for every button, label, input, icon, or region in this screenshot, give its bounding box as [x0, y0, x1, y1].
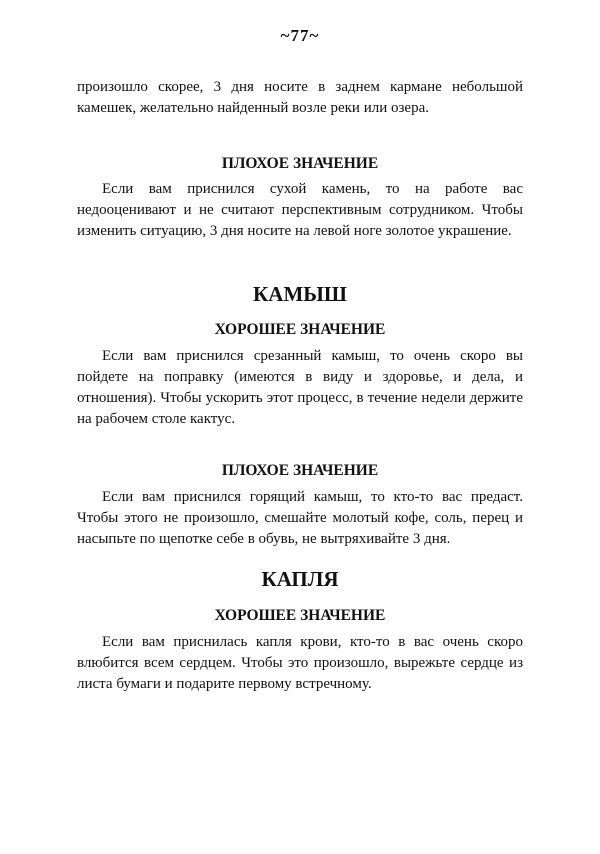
- reed-bad-heading: ПЛОХОЕ ЗНАЧЕНИЕ: [221, 462, 379, 479]
- reed-good-heading: ХОРОШЕЕ ЗНАЧЕНИЕ: [214, 321, 386, 338]
- page-number: ~77~: [280, 26, 320, 45]
- continuation-paragraph: произошло скорее, 3 дня носите в заднем кармане небольшой камешек, желательно найденный возле реки или озера.: [77, 79, 523, 116]
- reed-title: КАМЫШ: [253, 282, 347, 306]
- drop-title: КАПЛЯ: [261, 567, 339, 591]
- reed-good-paragraph: Если вам приснился срезанный камыш, то очень скоро вы пойдете на поправку (имеются в виду и здоровье, и дела, и отношения). Чтобы ускорить этот процесс, в течение недели держите на рабочем столе кактус.: [77, 348, 523, 427]
- drop-good-paragraph: Если вам приснилась капля крови, кто-то в вас очень скоро влюбится всем сердцем. Чтобы это произошло, вырежьте сердце из листа бумаги и подарите первому встречному.: [77, 634, 523, 692]
- drop-good-heading: ХОРОШЕЕ ЗНАЧЕНИЕ: [214, 607, 386, 624]
- stone-bad-paragraph: Если вам приснился сухой камень, то на работе вас недооценивают и не считают перспективным сотрудником. Чтобы изменить ситуацию, 3 дня носите на левой ноге золотое украшение.: [77, 181, 523, 239]
- stone-bad-heading: ПЛОХОЕ ЗНАЧЕНИЕ: [221, 155, 379, 172]
- reed-bad-paragraph: Если вам приснился горящий камыш, то кто-то вас предаст. Чтобы этого не произошло, смешайте молотый кофе, соль, перец и насыпьте по щепотке себе в обувь, не вытряхивайте 3 дня.: [77, 489, 523, 547]
